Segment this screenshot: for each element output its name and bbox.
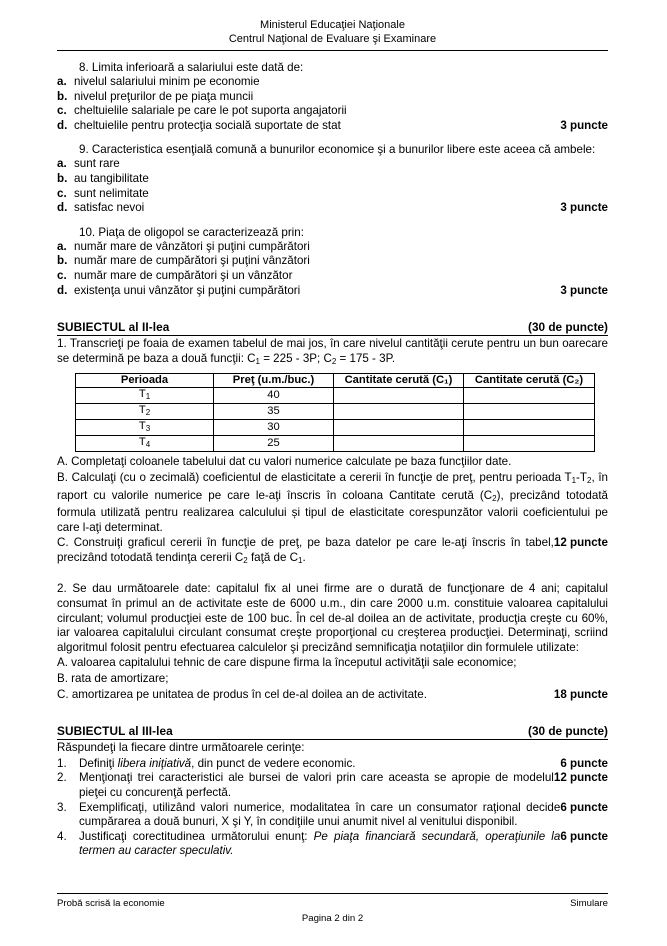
subject-3-heading [57,724,608,740]
item-c-text-2: faţă de C [247,550,298,564]
subject-3-list [57,757,608,859]
points-label: 3 puncte [560,283,608,297]
item-c-sub-2: 1 [298,555,303,565]
option-text: număr mare de cumpărători şi un vânzător [74,268,293,282]
item-c-text-1: C. Construiţi graficul cererii în funcţie de preţ, pe baza datelor pe care le-aţi înscris în tabel, precizând totodată tendinţa cererii C [57,536,554,564]
question-9-option-c[interactable] [57,187,608,202]
item-number: 1. [57,756,67,770]
subject-2-heading [57,320,608,336]
option-label: b. [57,171,68,185]
item-text-post: , din punct de vedere economic. [191,756,356,770]
cell-c1[interactable] [334,404,464,420]
item-text-italic: Pe piaţa financiară secundară, operaţiunile la termen au caracter speculativ. [79,829,561,858]
item-2c-text: C. amortizarea pe unitatea de produs în cel de-al doilea an de activitate. [57,687,427,701]
option-label: c. [57,104,67,118]
question-8-stem: 8. Limita inferioară a salariului este dată de: [79,61,304,74]
cell-period [76,404,214,420]
item-points: 6 puncte [560,800,608,814]
question-8-option-c[interactable] [57,104,608,119]
cell-c2[interactable] [464,388,595,404]
subject-2-item-2: 2. Se dau următoarele date: capitalul fix al unei firme are o durată de funcţionare de 4 ani; capitalul consumat în primul an de activitate este de 6000 u.m., din care 2000 u.m. constituie valoarea capitalului circulant; volumul producţiei este de 100 buc. În cel de-al doilea an de activitate, producţia creşte cu 60%, iar valoarea capitalului circulant consumat creşte proporţional cu creşterea producţiei. Determinaţi, scriind algoritmul folosit pentru efectuarea calculelor şi precizând semnificaţia notaţiilor din formulele utilizate: [57,582,608,654]
item-2-points: 18 puncte [553,687,608,701]
option-text: satisfac nevoi [74,201,145,215]
points-label: 3 puncte [560,118,608,132]
cell-c2[interactable] [464,420,595,436]
cell-price: 30 [214,420,334,436]
item-b-text-3: , în raport cu valorile numerice pe care le-aţi înscris în coloana Cantitate cerută (C [57,470,608,502]
intro-text-1: 1. Transcrieţi pe foaia de examen tabelul de mai jos, în care nivelul cantităţii cerute pentru un bun oarecare se determină pe baza a două funcţii: C [57,337,608,365]
cell-period [76,436,214,452]
center-line: Centrul Naţional de Evaluare şi Examinare [228,32,437,45]
period-letter: T [138,436,146,449]
subject-2-item-2a: A. valoarea capitalului tehnic de care dispune firma la începutul activităţii sale economice; [57,656,517,670]
option-label: a. [57,239,67,253]
intro-text-2: = 225 - 3P; C [259,351,332,365]
item-text-pre: Exemplificaţi, utilizând valori numerice, modalitatea în care un consumator raţional decide cumpărarea a două bunuri, X şi Y, în condiţiile unui anumit nivel al venitului disponibil. [79,800,561,829]
intro-text-3: = 175 - 3P. [336,351,396,365]
col-header-c1: Cantitate cerută (C₁) [334,374,464,388]
item-body [79,801,608,830]
option-label: d. [57,118,68,132]
question-10-stem: 10. Piaţa de oligopol se caracterizează prin: [79,225,304,239]
points-label: 3 puncte [560,201,608,215]
ministry-line: Ministerul Educaţiei Naţionale [260,19,405,31]
subject-3-intro: Răspundeţi la fiecare dintre următoarele cerinţe: [57,741,305,755]
cell-c1[interactable] [334,436,464,452]
item-points: 6 puncte [560,829,608,843]
subject-2-item-a: A. Completaţi coloanele tabelului dat cu valori numerice calculate pe baza funcţiilor date. [57,455,512,469]
page-footer [57,893,608,924]
cell-c1[interactable] [334,388,464,404]
item-body [79,771,608,800]
item-c-text-3: . [302,550,306,564]
option-text: sunt nelimitate [74,186,149,200]
question-10-option-b[interactable] [57,254,608,269]
list-item [57,757,608,772]
cell-period [76,388,214,404]
option-text: nivelul preţurilor de pe piaţa muncii [74,89,254,103]
subject-2-item-c [57,536,608,568]
question-10 [57,225,608,298]
question-8-option-a[interactable] [57,75,608,90]
option-text: număr mare de cumpărători şi puţini vânzători [74,254,310,268]
subject-2-points: (30 de puncte) [528,320,608,335]
footer-left: Probă scrisă la economie [57,898,165,909]
period-index: 3 [145,424,151,434]
intro-sub-1: 1 [255,356,260,366]
option-text: cheltuielile salariale pe care le pot suporta angajatorii [74,104,347,118]
subject-2-title: SUBIECTUL al II-lea [57,320,170,335]
option-text: nivelul salariului minim pe economie [74,75,260,88]
subject-2-intro [57,337,608,369]
cell-price: 35 [214,404,334,420]
item-points: 12 puncte [553,771,608,785]
col-header-pret: Preţ (u.m./buc.) [214,374,334,388]
page-content [57,0,608,859]
item-body [79,830,608,859]
col-header-c2: Cantitate cerută (C₂) [464,374,595,388]
demand-table [75,373,595,452]
item-points: 6 puncte [560,756,608,770]
option-label: d. [57,201,68,215]
document-header [57,0,608,51]
item-text-pre: Definiţi [79,756,118,770]
period-letter: T [138,404,146,417]
option-label: b. [57,89,68,103]
question-9 [57,142,608,215]
item-text-pre: Justificaţi corectitudinea următorului enunţ: [79,829,314,843]
item-text-italic: libera iniţiativă [117,756,192,770]
col-header-perioada: Perioada [76,374,214,388]
subject-3-title: SUBIECTUL al III-lea [57,724,173,739]
question-9-option-a[interactable] [57,157,608,172]
cell-period [76,420,214,436]
table-row [76,436,595,452]
subject-3-points: (30 de puncte) [528,724,608,739]
question-8-option-b[interactable] [57,90,608,105]
item-b-text-2: -T [576,470,587,484]
item-b-sub-2: 2 [586,475,592,485]
option-text: cheltuielile pentru protecţia socială suportate de stat [74,118,341,132]
question-9-option-d[interactable] [57,201,608,216]
intro-sub-2: 2 [331,356,337,366]
question-8 [57,60,608,133]
option-label: d. [57,283,68,297]
subject-2-item-b [57,471,608,535]
item-b-sub-1: 1 [571,475,577,485]
period-index: 2 [145,408,151,418]
item-text-pre: Menţionaţi trei caracteristici ale bursei de valori prin care aceasta se apropie de modelul pieţei cu concurenţă perfectă. [79,771,554,799]
cell-price: 40 [214,388,334,404]
option-label: b. [57,254,68,268]
table-row [76,404,595,420]
period-letter: T [138,420,146,433]
option-label: c. [57,268,67,282]
question-9-option-b[interactable] [57,172,608,187]
cell-c1[interactable] [334,420,464,436]
item-number: 4. [57,829,67,843]
item-c-points: 12 puncte [553,536,608,550]
option-text: sunt rare [74,157,120,171]
period-index: 4 [145,440,151,450]
option-text: număr mare de vânzători şi puţini cumpărători [74,239,310,253]
cell-c2[interactable] [464,404,595,420]
item-number: 3. [57,800,67,814]
question-10-option-d[interactable] [57,284,608,299]
question-10-option-a[interactable] [57,240,608,255]
period-letter: T [138,388,146,401]
item-c-sub-1: 2 [243,555,248,565]
cell-c2[interactable] [464,436,595,452]
table-row [76,420,595,436]
question-8-option-d[interactable] [57,119,608,134]
subject-2-item-2b: B. rata de amortizare; [57,672,169,686]
list-item [57,801,608,830]
footer-page-number: Pagina 2 din 2 [301,913,364,924]
list-item [57,771,608,800]
option-label: a. [57,75,67,88]
table-header-row [76,374,595,388]
item-b-text-4: ), precizând totodată formula utilizată pentru realizarea calculului și tipul de elasticitate corespunzător valorii coeficientului pe care l-aţi determinat. [57,488,608,534]
footer-right: Simulare [570,898,608,909]
option-text: existenţa unui vânzător şi puţini cumpărători [74,283,301,297]
item-number: 2. [57,771,67,785]
item-body [79,757,608,772]
subject-2-item-2c [57,688,608,703]
cell-price: 25 [214,436,334,452]
question-9-stem: 9. Caracteristica esenţială comună a bunurilor economice şi a bunurilor libere este aceea că ambele: [79,143,596,157]
table-row [76,388,595,404]
list-item [57,830,608,859]
option-label: a. [57,157,67,171]
option-text: au tangibilitate [74,171,149,185]
item-b-sub-3: 2 [492,493,497,503]
item-b-text-1: B. Calculaţi (cu o zecimală) coeficientul de elasticitate a cererii în funcţie de preţ, pentru perioada T [57,470,572,484]
period-index: 1 [145,392,151,402]
question-10-option-c[interactable] [57,269,608,284]
option-label: c. [57,186,67,200]
